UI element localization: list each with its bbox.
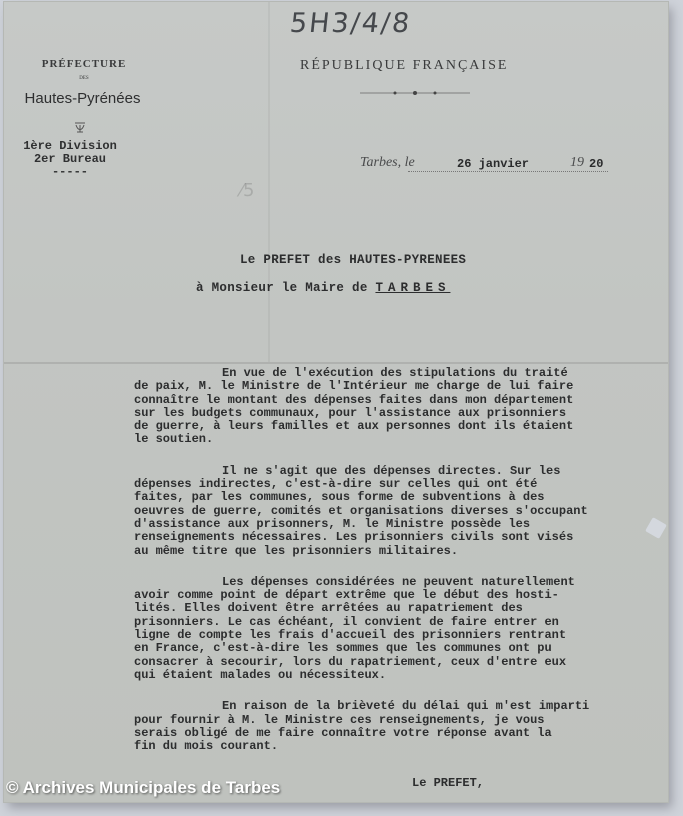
archive-reference: 5H3/4/8 — [288, 8, 413, 39]
letter-line: le soutien. — [134, 432, 214, 447]
letter-line: Il ne s'agit que des dépenses directes. Sur les — [222, 463, 561, 478]
division-block — [20, 140, 120, 179]
letter-line: renseignements nécessaires. Les prisonniers civils sont visés — [134, 530, 574, 545]
letter-line: consacrer à secourir, lors du rapatriement, ceux d'entre eux — [134, 654, 567, 669]
letter-line: sur les budgets communaux, pour l'assistance aux prisonniers — [134, 405, 567, 420]
prefecture-des: DES — [79, 76, 89, 81]
date-place: Tarbes, le — [360, 155, 415, 170]
recipient-city: TARBES — [375, 281, 451, 295]
bureau-label: 2er Bureau — [33, 152, 106, 166]
letter-paragraph — [134, 367, 654, 447]
letter-line: pour fournir à M. le Ministre ces renseignements, je vous — [134, 712, 545, 727]
fold-line-vertical — [268, 2, 270, 362]
copyright-watermark: © Archives Municipales de Tarbes — [6, 778, 281, 797]
recipient-line — [196, 281, 450, 295]
prefecture-label: PRÉFECTURE — [41, 58, 127, 70]
letter-line: connaître le montant des dépenses faites dans mon département — [134, 392, 574, 407]
letter-line: oeuvres de guerre, comités et organisations diverses s'occupant — [134, 503, 588, 518]
ornament-divider-icon — [360, 88, 470, 98]
letter-line: serais obligé de me faire connaître votre réponse avant la — [134, 725, 552, 740]
letter-line: prisonniers. Le cas échéant, il convient de faire entrer en — [134, 614, 559, 629]
fold-line — [4, 362, 668, 364]
letter-line: qui étaient malades ou nécessiteux. — [134, 667, 387, 682]
date-year-suffix: 20 — [589, 157, 604, 171]
date-dotted-line — [408, 170, 608, 172]
division-dashes: ----- — [51, 165, 88, 179]
republic-heading: RÉPUBLIQUE FRANÇAISE — [300, 58, 509, 73]
letter-line: avoir comme point de départ extrême que le début des hosti- — [134, 588, 559, 603]
sender-line: Le PREFET des HAUTES-PYRENEES — [240, 253, 467, 267]
date-year-prefix: 19 — [570, 155, 584, 170]
letter-line: En vue de l'exécution des stipulations du traité — [222, 366, 568, 380]
letter-line: Les dépenses considérées ne peuvent naturellement — [222, 574, 575, 589]
faint-pencil-mark: ⁄5 — [240, 180, 255, 201]
letter-line: ligne de compte les frais d'accueil des prisonniers rentrant — [134, 628, 567, 643]
letter-paragraph — [134, 576, 654, 682]
letter-line: de paix, M. le Ministre de l'Intérieur me charge de lui faire — [134, 379, 574, 394]
department-name: Hautes-Pyrénées — [24, 90, 141, 107]
letter-line: En raison de la brièveté du délai qui m'est imparti — [222, 699, 590, 714]
letter-line: fin du mois courant. — [134, 739, 279, 754]
prefecture-emblem-icon — [73, 120, 87, 137]
date-day-month: 26 janvier — [457, 157, 530, 171]
letter-paragraph — [134, 465, 654, 558]
letter-body — [134, 367, 654, 771]
letter-line: d'assistance aux prisonners, M. le Ministre possède les — [134, 516, 531, 531]
letter-paragraph — [134, 700, 654, 753]
letter-line: dépenses indirectes, c'est-à-dire sur celles qui ont été — [134, 477, 538, 492]
signature-line: Le PREFET, — [412, 776, 485, 790]
division-label: 1ère Division — [23, 139, 117, 153]
letter-line: au même titre que les prisonniers militaires. — [134, 543, 459, 558]
letter-line: de guerre, à leurs familles et aux personnes dont ils étaient — [134, 419, 574, 434]
letter-line: faites, par les communes, sous forme de subventions à des — [134, 490, 545, 505]
letter-line: en France, c'est-à-dire les sommes que les communes ont pu — [134, 641, 552, 656]
recipient-prefix: à Monsieur le Maire de — [196, 281, 368, 295]
letter-line: lités. Elles doivent être arrêtées au rapatriement des — [134, 601, 523, 616]
